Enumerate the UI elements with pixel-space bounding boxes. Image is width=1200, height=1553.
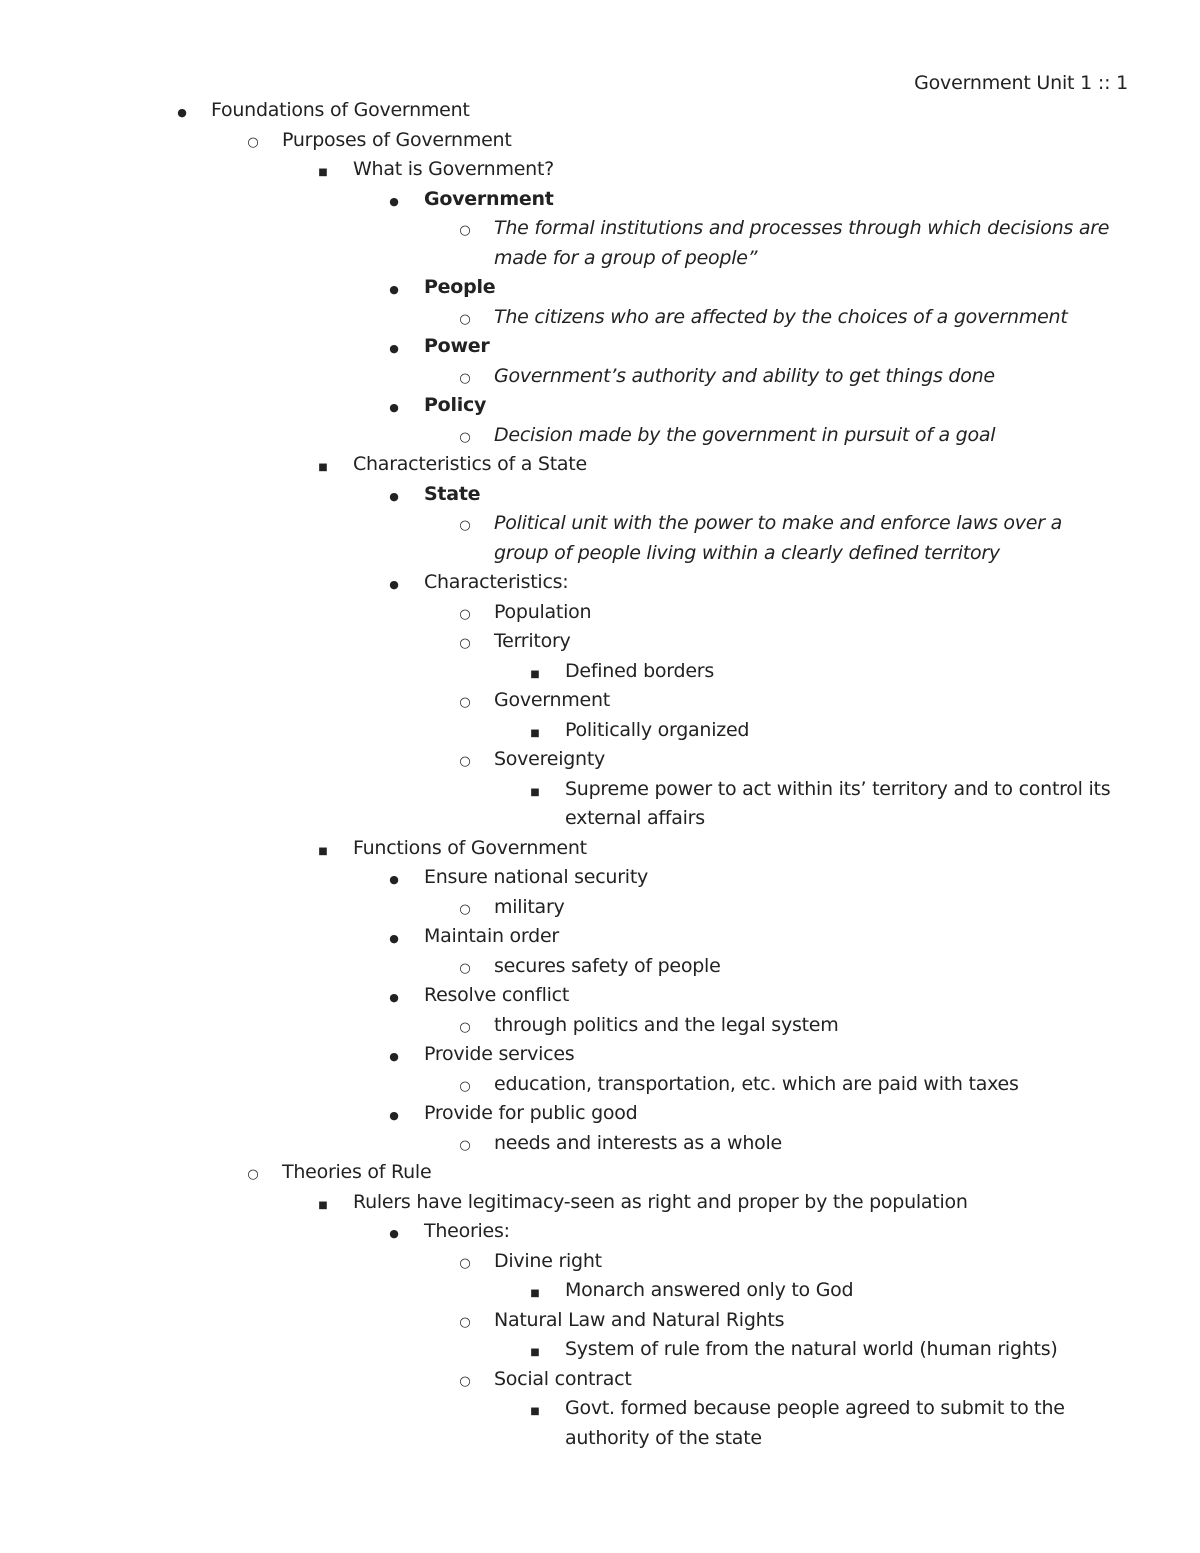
disc-bullet-icon bbox=[384, 480, 404, 512]
outline-item-text: Ensure national security bbox=[424, 866, 649, 888]
circle-bullet-icon bbox=[455, 1129, 475, 1161]
outline-item-text: Govt. formed because people agreed to submit to the authority of the state bbox=[565, 1397, 1065, 1449]
outline-item-text: Provide for public good bbox=[424, 1102, 638, 1124]
square-bullet-icon bbox=[525, 657, 545, 690]
square-bullet-icon bbox=[525, 716, 545, 749]
outline-item-level-6 bbox=[0, 716, 1200, 746]
square-bullet-icon bbox=[525, 1276, 545, 1309]
disc-bullet-icon bbox=[384, 568, 404, 600]
circle-bullet-icon bbox=[243, 126, 263, 158]
outline-item-text: Theories of Rule bbox=[282, 1161, 432, 1183]
outline-item-level-2 bbox=[0, 126, 1200, 156]
square-bullet-icon bbox=[313, 155, 333, 188]
circle-bullet-icon bbox=[455, 745, 475, 777]
outline-item-level-5 bbox=[0, 627, 1200, 657]
outline-item-text: Policy bbox=[424, 394, 487, 416]
outline-item-text: Rulers have legitimacy-seen as right and proper by the population bbox=[353, 1190, 968, 1213]
outline-item-text: What is Government? bbox=[353, 158, 555, 180]
outline-item-text: education, transportation, etc. which are paid with taxes bbox=[494, 1072, 1019, 1095]
outline-item-text: System of rule from the natural world (human rights) bbox=[565, 1338, 1058, 1360]
outline-item-text: Maintain order bbox=[424, 925, 559, 947]
outline-item-text: Government bbox=[494, 689, 610, 711]
disc-bullet-icon bbox=[384, 922, 404, 954]
disc-bullet-icon bbox=[172, 96, 192, 128]
outline-item-text: Provide services bbox=[424, 1043, 575, 1065]
disc-bullet-icon bbox=[384, 185, 404, 217]
outline-item-level-5 bbox=[0, 421, 1200, 451]
square-bullet-icon bbox=[525, 1335, 545, 1368]
outline-item-text: Territory bbox=[494, 630, 571, 652]
outline-item-level-5 bbox=[0, 214, 1200, 273]
outline-item-text: Characteristics: bbox=[424, 571, 569, 593]
outline-item-text: Foundations of Government bbox=[211, 99, 470, 121]
outline-item-level-3 bbox=[0, 450, 1200, 480]
square-bullet-icon bbox=[313, 1188, 333, 1221]
outline-item-level-4 bbox=[0, 863, 1200, 893]
outline-item-level-5 bbox=[0, 893, 1200, 923]
outline-item-level-5 bbox=[0, 952, 1200, 982]
outline-item-text: Defined borders bbox=[565, 659, 714, 682]
outline-item-level-4 bbox=[0, 922, 1200, 952]
square-bullet-icon bbox=[525, 775, 545, 808]
outline-item-level-4 bbox=[0, 185, 1200, 215]
outline-item-text: Government bbox=[424, 187, 554, 210]
outline-item-level-5 bbox=[0, 1247, 1200, 1277]
circle-bullet-icon bbox=[455, 598, 475, 630]
circle-bullet-icon bbox=[455, 1070, 475, 1102]
circle-bullet-icon bbox=[455, 893, 475, 925]
circle-bullet-icon bbox=[455, 1011, 475, 1043]
outline-item-level-4 bbox=[0, 1099, 1200, 1129]
disc-bullet-icon bbox=[384, 981, 404, 1013]
square-bullet-icon bbox=[313, 834, 333, 867]
outline-item-level-6 bbox=[0, 1335, 1200, 1365]
circle-bullet-icon bbox=[455, 952, 475, 984]
outline-item-level-3 bbox=[0, 834, 1200, 864]
outline-item-text: needs and interests as a whole bbox=[494, 1131, 782, 1154]
outline-item-text: Political unit with the power to make and enforce laws over a group of people living within a clearly defined territory bbox=[494, 512, 1062, 564]
circle-bullet-icon bbox=[455, 1306, 475, 1338]
circle-bullet-icon bbox=[455, 362, 475, 394]
outline-item-text: Resolve conflict bbox=[424, 984, 570, 1006]
disc-bullet-icon bbox=[384, 1040, 404, 1072]
circle-bullet-icon bbox=[243, 1158, 263, 1190]
outline-item-text: People bbox=[424, 276, 496, 298]
disc-bullet-icon bbox=[384, 391, 404, 423]
circle-bullet-icon bbox=[455, 214, 475, 246]
outline-item-level-5 bbox=[0, 362, 1200, 392]
disc-bullet-icon bbox=[384, 863, 404, 895]
outline-item-text: Sovereignty bbox=[494, 748, 606, 770]
outline-item-level-5 bbox=[0, 598, 1200, 628]
page-header: Government Unit 1 :: 1 bbox=[914, 72, 1128, 94]
outline-item-level-5 bbox=[0, 509, 1200, 568]
circle-bullet-icon bbox=[455, 509, 475, 541]
square-bullet-icon bbox=[525, 1394, 545, 1427]
outline-item-level-4 bbox=[0, 1040, 1200, 1070]
outline-item-text: Social contract bbox=[494, 1367, 632, 1390]
outline-item-text: Politically organized bbox=[565, 718, 750, 741]
outline-item-text: Divine right bbox=[494, 1249, 602, 1272]
circle-bullet-icon bbox=[455, 1247, 475, 1279]
outline-item-text: Population bbox=[494, 600, 592, 623]
outline-item-level-1 bbox=[0, 96, 1200, 126]
circle-bullet-icon bbox=[455, 686, 475, 718]
outline-item-level-5 bbox=[0, 1070, 1200, 1100]
outline-item-level-3 bbox=[0, 1188, 1200, 1218]
outline-item-text: Theories: bbox=[424, 1220, 510, 1242]
disc-bullet-icon bbox=[384, 273, 404, 305]
outline-item-level-5 bbox=[0, 1365, 1200, 1395]
outline-item-text: through politics and the legal system bbox=[494, 1013, 839, 1036]
outline-item-level-4 bbox=[0, 273, 1200, 303]
outline-item-level-6 bbox=[0, 1276, 1200, 1306]
outline-item-level-4 bbox=[0, 480, 1200, 510]
outline-item-level-4 bbox=[0, 391, 1200, 421]
circle-bullet-icon bbox=[455, 1365, 475, 1397]
circle-bullet-icon bbox=[455, 303, 475, 335]
outline-item-text: Characteristics of a State bbox=[353, 453, 587, 475]
outline-item-level-6 bbox=[0, 775, 1200, 834]
outline-item-level-5 bbox=[0, 1011, 1200, 1041]
outline-item-text: military bbox=[494, 895, 565, 918]
outline-item-text: Government’s authority and ability to get things done bbox=[494, 364, 995, 387]
circle-bullet-icon bbox=[455, 421, 475, 453]
square-bullet-icon bbox=[313, 450, 333, 483]
outline-item-level-6 bbox=[0, 1394, 1200, 1453]
outline-item-text: The formal institutions and processes through which decisions are made for a group of people” bbox=[494, 217, 1110, 269]
outline-item-level-4 bbox=[0, 568, 1200, 598]
outline-item-text: Functions of Government bbox=[353, 836, 587, 859]
outline-item-level-4 bbox=[0, 981, 1200, 1011]
outline-item-text: Decision made by the government in pursuit of a goal bbox=[494, 423, 996, 446]
outline-item-text: Purposes of Government bbox=[282, 128, 512, 151]
circle-bullet-icon bbox=[455, 627, 475, 659]
disc-bullet-icon bbox=[384, 332, 404, 364]
outline-item-level-6 bbox=[0, 657, 1200, 687]
disc-bullet-icon bbox=[384, 1217, 404, 1249]
outline-item-level-3 bbox=[0, 155, 1200, 185]
outline-item-text: Supreme power to act within its’ territory and to control its external affairs bbox=[565, 777, 1111, 829]
outline-item-text: The citizens who are affected by the choices of a government bbox=[494, 305, 1068, 328]
outline-item-text: Natural Law and Natural Rights bbox=[494, 1308, 785, 1331]
outline-item-text: State bbox=[424, 482, 481, 505]
disc-bullet-icon bbox=[384, 1099, 404, 1131]
outline-item-level-4 bbox=[0, 332, 1200, 362]
outline-item-level-5 bbox=[0, 1306, 1200, 1336]
outline-item-text: Power bbox=[424, 335, 490, 357]
outline-item-text: secures safety of people bbox=[494, 954, 721, 977]
outline-item-level-5 bbox=[0, 1129, 1200, 1159]
outline-item-level-5 bbox=[0, 303, 1200, 333]
outline-item-level-2 bbox=[0, 1158, 1200, 1188]
outline-item-level-4 bbox=[0, 1217, 1200, 1247]
outline-item-level-5 bbox=[0, 745, 1200, 775]
outline-item-level-5 bbox=[0, 686, 1200, 716]
outline-item-text: Monarch answered only to God bbox=[565, 1279, 854, 1301]
